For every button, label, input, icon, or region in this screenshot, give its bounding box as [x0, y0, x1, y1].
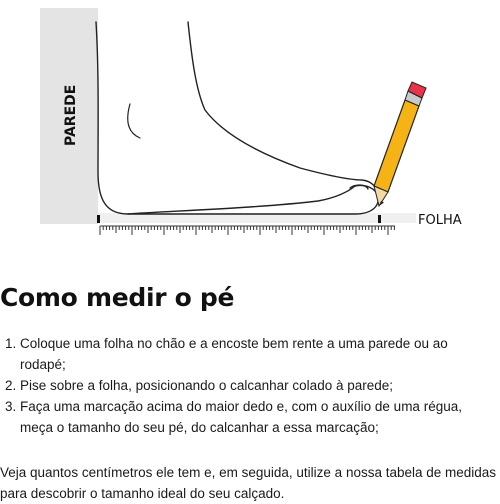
step-item: 3. Faça uma marcação acima do maior dedo e, com o auxílio de uma régua, meça o tamanho do seu pé, do calcanhar a essa marcação; — [20, 396, 490, 438]
toe-marker — [378, 215, 381, 223]
ruler — [100, 226, 395, 235]
step-item: 1. Coloque uma folha no chão e a encoste bem rente a uma parede ou ao rodapé; — [20, 333, 490, 375]
step-item: 2. Pise sobre a folha, posicionando o calcanhar colado à parede; — [20, 375, 490, 396]
pencil — [374, 82, 426, 206]
steps-list — [0, 333, 490, 438]
foot-outline — [96, 22, 378, 214]
heel-marker — [97, 215, 100, 223]
measurement-note — [0, 462, 500, 504]
wall-label: PAREDE — [63, 84, 79, 146]
measurement-note-text: Veja quantos centímetros ele tem e, em seguida, utilize a nossa tabela de medidas para descobrir o tamanho ideal do seu calçado. — [0, 465, 497, 501]
paper-label: FOLHA — [418, 213, 462, 228]
page-title: Como medir o pé — [0, 283, 235, 312]
